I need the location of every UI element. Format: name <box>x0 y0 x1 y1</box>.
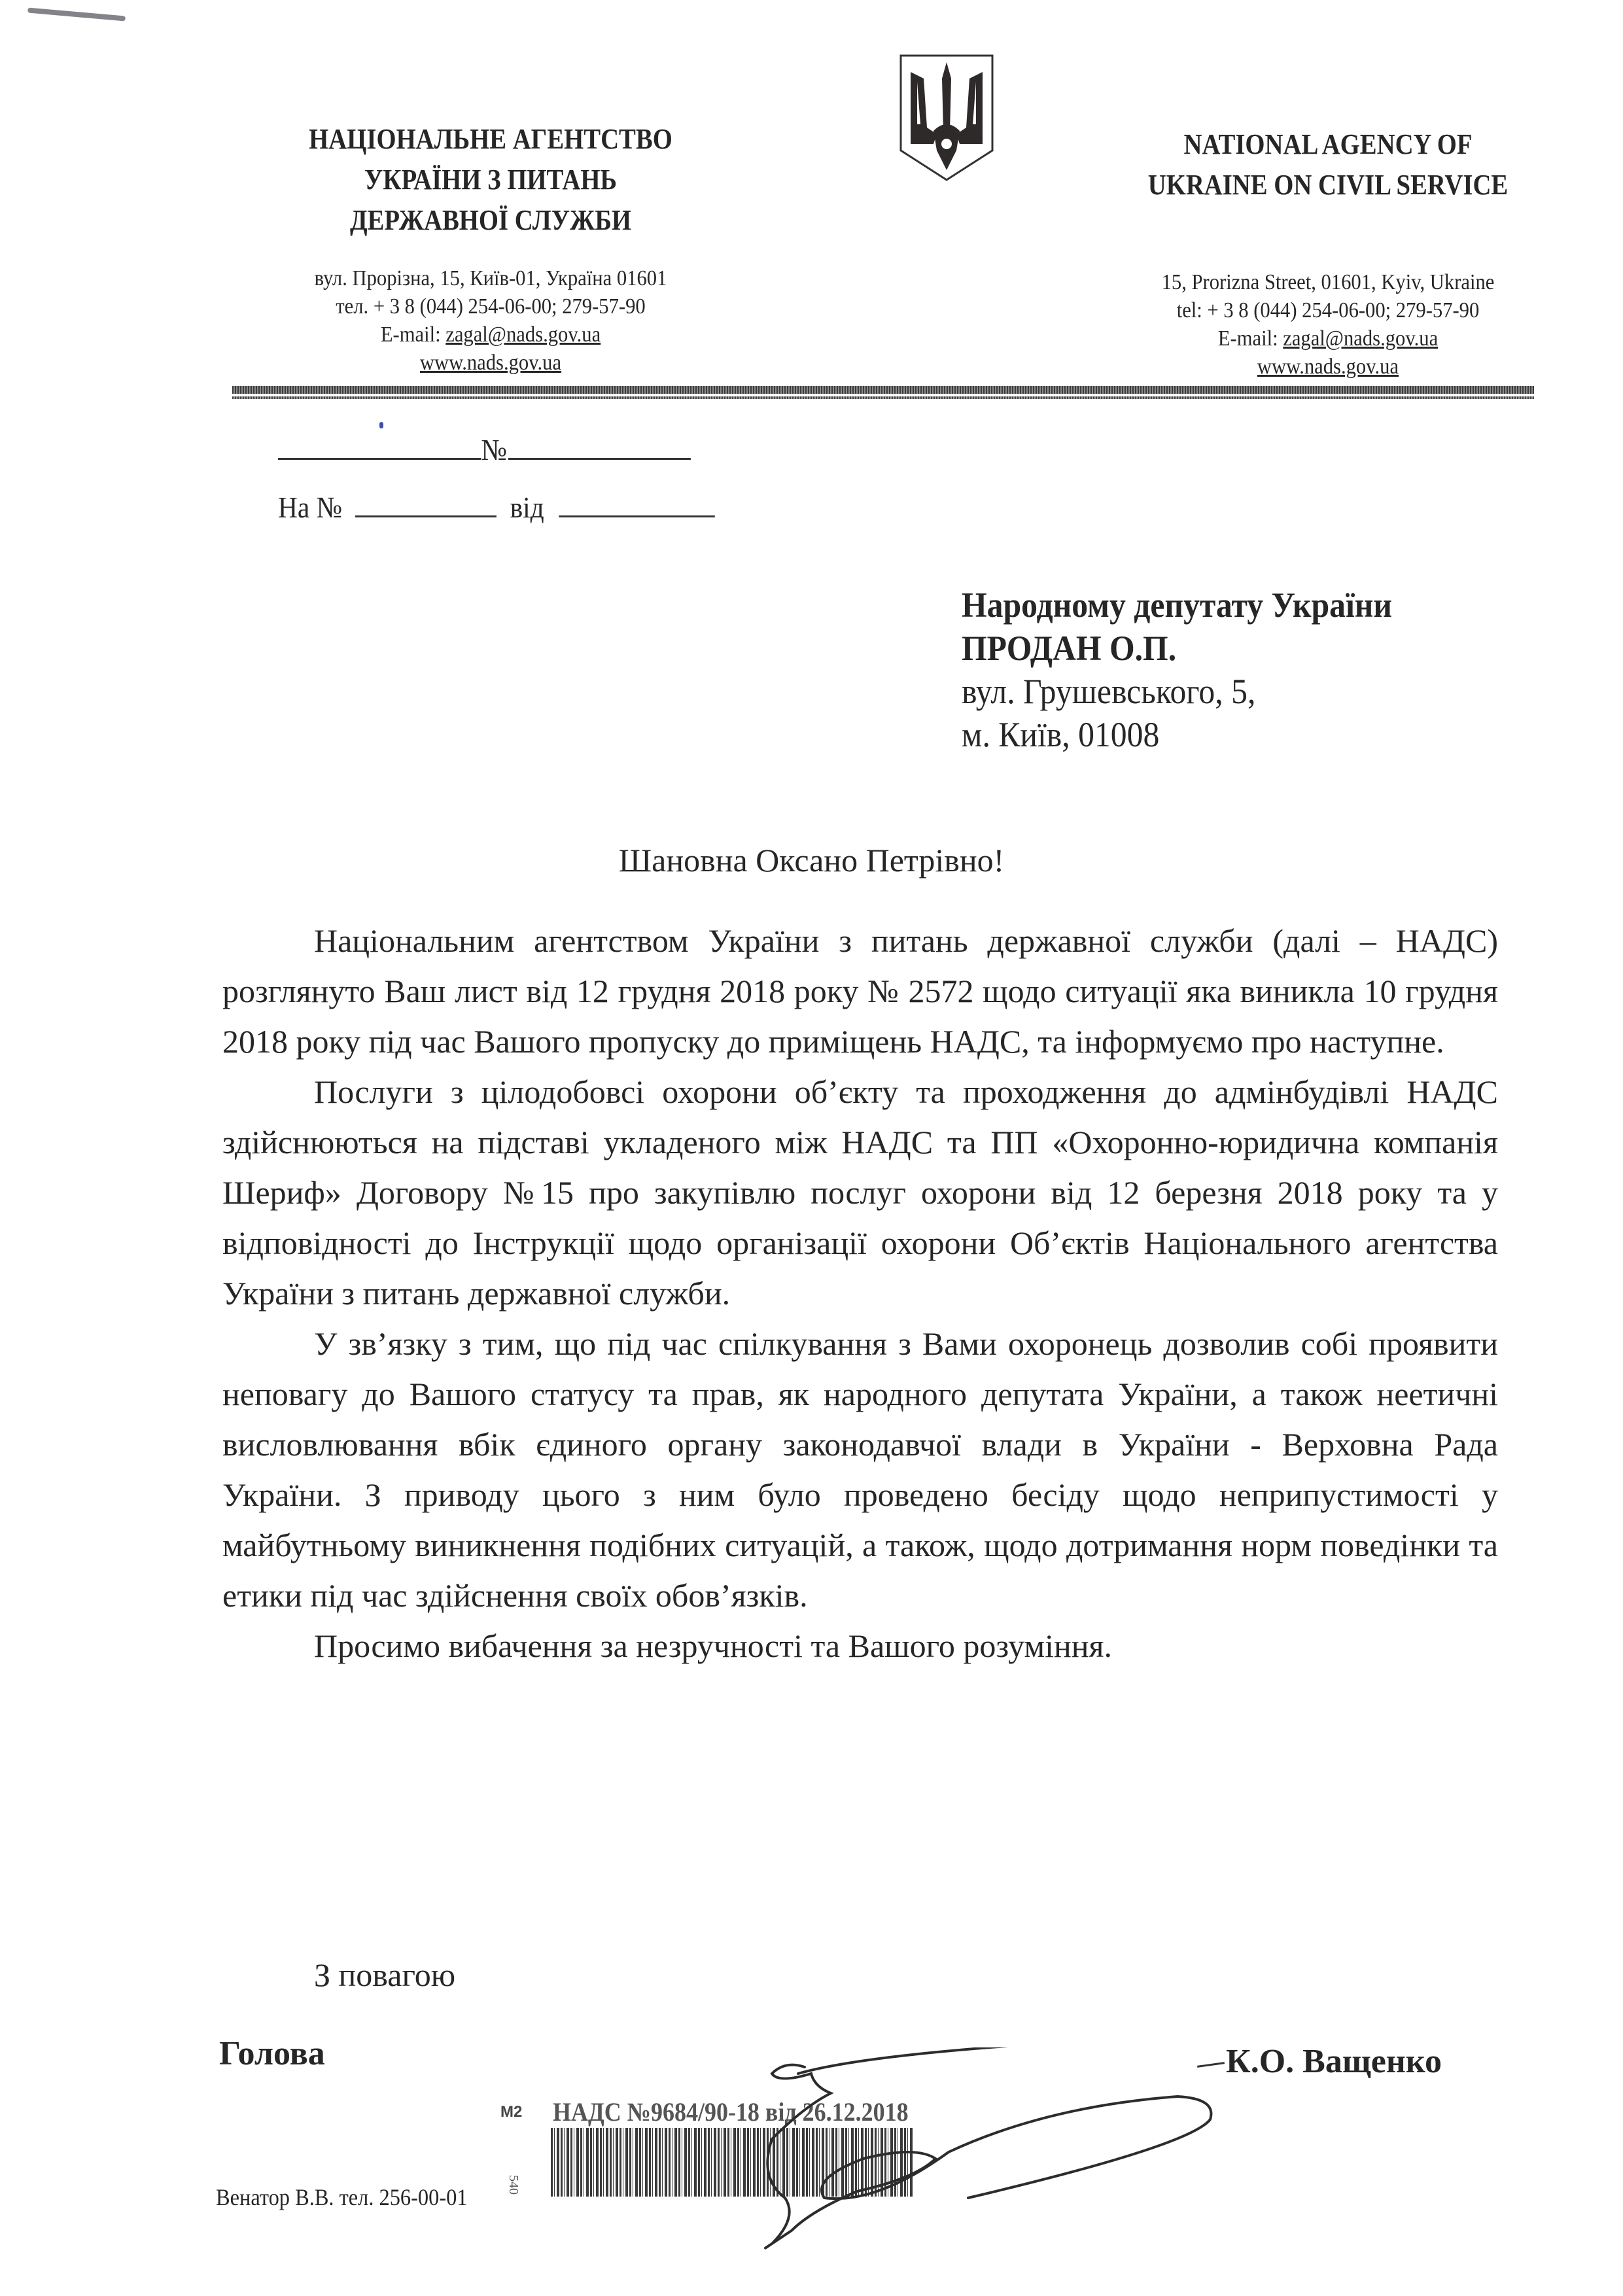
stamp-mark: M2 <box>500 2103 523 2121</box>
reply-prefix: На № <box>278 491 343 524</box>
trident-coat-of-arms-icon <box>898 52 996 183</box>
email-link[interactable]: zagal@nads.gov.ua <box>1283 326 1439 351</box>
signer-name: К.О. Ващенко <box>1226 2043 1442 2080</box>
header-right-title-line: UKRAINE ON CIVIL SERVICE <box>1147 169 1509 201</box>
address: 15, Prorizna Street, 01601, Kyiv, Ukraine <box>1161 270 1495 294</box>
reply-reference-line <box>278 489 715 526</box>
recipient-city: м. Київ, 01008 <box>962 715 1160 754</box>
header-left-title-line: ДЕРЖАВНОЇ СЛУЖБИ <box>349 204 632 236</box>
website-line <box>1087 353 1569 381</box>
salutation: Шановна Оксано Петрівно! <box>618 842 1005 878</box>
website-line <box>243 349 738 377</box>
phone: тел. + 3 8 (044) 254-06-00; 279-57-90 <box>336 294 646 319</box>
header-divider <box>232 386 1534 394</box>
letter-body <box>222 916 1498 1671</box>
header-right-contacts <box>1060 268 1596 381</box>
website-link[interactable]: www.nads.gov.ua <box>419 351 562 375</box>
header-right-title-line: NATIONAL AGENCY OF <box>1183 128 1473 160</box>
number-field <box>508 432 691 460</box>
email-link[interactable]: zagal@nads.gov.ua <box>445 322 601 347</box>
date-field <box>278 432 481 460</box>
header-left-title-line: НАЦІОНАЛЬНЕ АГЕНТСТВО <box>309 123 672 155</box>
email-line <box>1087 324 1569 353</box>
header-right-title <box>1060 124 1596 205</box>
header-left-title-line: УКРАЇНИ З ПИТАНЬ <box>364 164 618 196</box>
registration-stamp-text: НАДС №9684/90-18 від 26.12.2018 <box>553 2097 909 2127</box>
recipient-block <box>962 583 1429 756</box>
barcode-side-code: 540 <box>506 2175 521 2195</box>
email-label: E-mail: <box>1217 326 1283 351</box>
body-paragraph: У зв’язку з тим, що під час спілкування з Вами охоронець дозволив собі проявити неповагу до Вашого статусу та прав, як народного депутата України, а також неетичні висловлювання вбік єдиного органу законодавчої влади в України - Верховна Рада України. З приводу цього з ним було проведено бесіду щодо неприпустимості у майбутньому виникнення подібних ситуацій, а також, щодо дотримання норм поведінки та етики під час здійснення своїх обов’язків. <box>222 1325 1498 1614</box>
address: вул. Прорізна, 15, Київ-01, Україна 01601 <box>314 266 667 290</box>
recipient-title: Народному депутату України <box>962 585 1393 625</box>
header-left-title <box>216 119 765 241</box>
phone: tel: + 3 8 (044) 254-06-00; 279-57-90 <box>1176 298 1480 322</box>
signer-position: Голова <box>219 2035 325 2072</box>
signer-name-line <box>1197 2042 1442 2081</box>
recipient-street: вул. Грушевського, 5, <box>962 672 1256 711</box>
body-paragraph: Просимо вибачення за незручності та Вашого розуміння. <box>314 1627 1113 1664</box>
website-link[interactable]: www.nads.gov.ua <box>1257 355 1399 379</box>
email-label: E-mail: <box>380 322 446 347</box>
email-line <box>243 321 738 349</box>
number-sign: № <box>481 433 508 466</box>
ink-speck <box>379 422 383 428</box>
handwritten-signature <box>641 2047 1230 2257</box>
header-divider-thin <box>232 396 1534 399</box>
closing: З повагою <box>314 1957 456 1993</box>
body-paragraph: Послуги з цілодобовсі охорони об’єкту та проходження до адмінбудівлі НАДС здійснюються на підставі укладеного між НАДС та ПП «Охоронно-юридична компанія Шериф» Договору №15 про закупівлю послуг охорони від 12 березня 2018 року та у відповідності до Інструкції щодо організації охорони Об’єктів Національного агентства України з питань державної служби. <box>222 1073 1498 1312</box>
scan-mark <box>27 7 126 21</box>
outgoing-number-line <box>278 432 691 468</box>
from-label: від <box>510 491 544 524</box>
executor-footer: Венатор В.В. тел. 256-00-01 <box>216 2184 468 2210</box>
header-left-contacts <box>216 264 765 377</box>
reply-date-field <box>559 489 716 517</box>
recipient-name: ПРОДАН О.П. <box>962 629 1177 668</box>
body-paragraph: Національним агентством України з питань державної служби (далі – НАДС) розглянуто Ваш лист від 12 грудня 2018 року № 2572 щодо ситуації яка виникла 10 грудня 2018 року під час Вашого пропуску до приміщень НАДС, та інформуємо про наступне. <box>222 922 1498 1060</box>
reply-number-field <box>355 489 496 517</box>
